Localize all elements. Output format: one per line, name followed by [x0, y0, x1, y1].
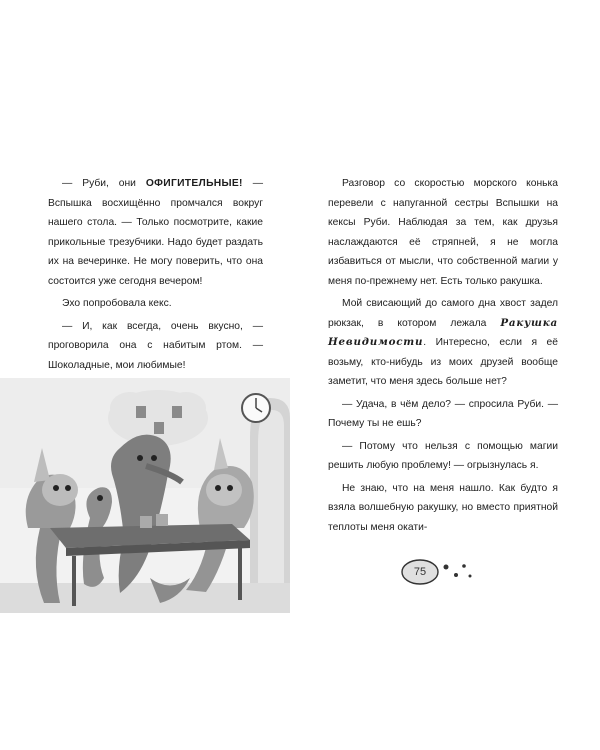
paragraph: Разговор со скоростью морского конька перевели с напуганной сестры Вспышки на кексы Руби. Наблюдая за тем, как друзья наслаждаются её стряпней, я не могла избавиться от мысли, что собственной магии у меня по-прежнему нет. Есть только ракушка.	[328, 178, 558, 287]
text-span: — Руби, они	[62, 178, 146, 189]
archway-inner	[258, 410, 284, 613]
text-span: — Вспышка восхищённо промчался вокруг нашего стола. — Только посмотрите, какие прикольные трезубчики. Надо будет раздать их на вечеринке. Не могу поверить, что она состоится уже сегодня вечером!	[48, 178, 263, 287]
paragraph	[48, 174, 263, 291]
cupcake-icon	[140, 516, 152, 528]
cupcake-icon	[156, 514, 168, 526]
handwritten-title-span: Ракушка Невидимости	[328, 316, 558, 348]
paragraph: — Удача, в чём дело? — спросила Руби. — Почему ты не ешь?	[328, 398, 558, 429]
text-span: . Интересно, если я её возьму, кто-нибудь из моих друзей вообще заметит, что меня здесь больше нет?	[328, 337, 558, 387]
text-span: Мой свисающий до самого дна хвост задел рюкзак, в котором лежала	[328, 298, 558, 329]
right-text-column	[328, 174, 558, 537]
paragraph: Эхо попробовала кекс.	[62, 298, 172, 309]
cupcake-icon	[136, 406, 146, 418]
cupcake-icon	[154, 422, 164, 434]
paragraph: Не знаю, что на меня нашло. Как будто я взяла волшебную ракушку, но вместо приятной теплоты меня окати-	[328, 482, 558, 533]
bold-text-span: ОФИГИТЕЛЬНЫЕ!	[145, 178, 243, 189]
paragraph: — Потому что нельзя с помощью магии решить любую проблему! — огрызнулась я.	[328, 440, 558, 471]
clock-icon	[242, 394, 270, 422]
paragraph	[328, 294, 558, 392]
page-number: 75	[413, 566, 427, 578]
paragraph: — И, как всегда, очень вкусно, — проговорила она с набитым ртом. — Шоколадные, мои любимые!	[48, 320, 263, 371]
illustration	[0, 378, 290, 613]
cupcake-icon	[172, 406, 182, 418]
left-text-column	[48, 174, 263, 375]
